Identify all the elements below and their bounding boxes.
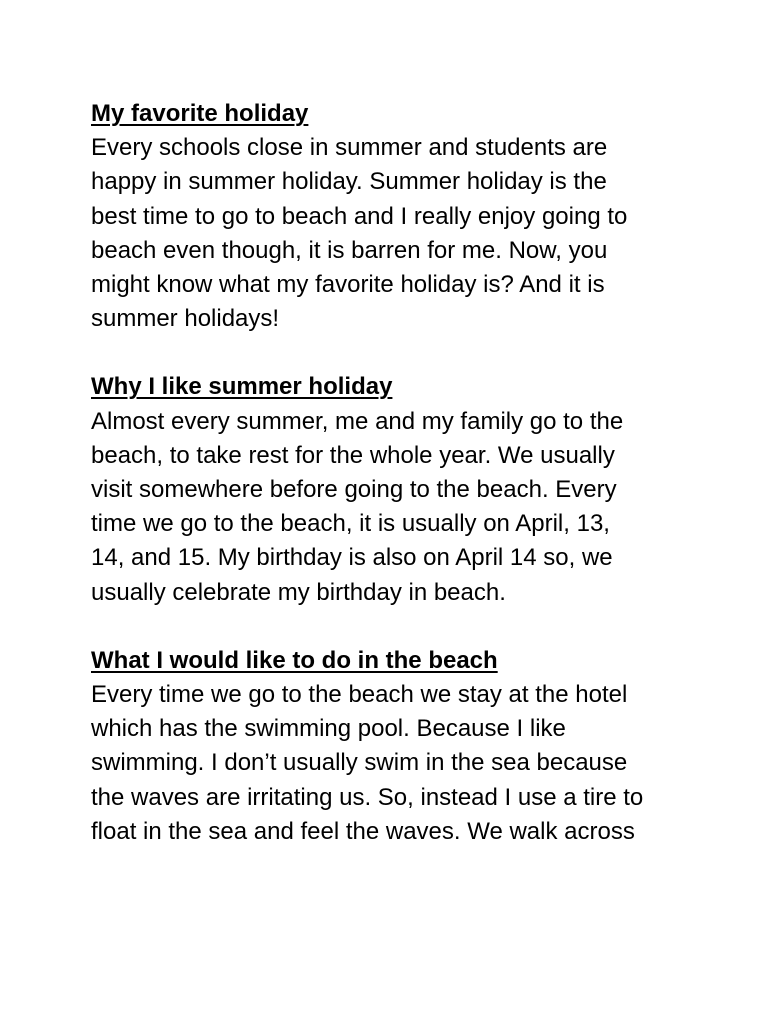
section-paragraph: Almost every summer, me and my family go to the beach, to take rest for the whole year. We usually visit somewhere before going to the beach. Every time we go to the beach, it is usually on April, 13, 14, and 15. My birthday is also on April 14 so, we usually celebrate my birthday in beach. bbox=[91, 407, 624, 606]
section-favorite-holiday bbox=[91, 97, 701, 336]
section-paragraph: Every schools close in summer and students are happy in summer holiday. Summer holiday is the best time to go to beach and I really enjoy going to beach even though, it is barren for me. Now, you might know what my favorite holiday is? And it is summer holidays! bbox=[91, 134, 628, 333]
section-heading: Why I like summer holiday bbox=[91, 373, 393, 401]
section-paragraph: Every time we go to the beach we stay at the hotel which has the swimming pool. Because I like swimming. I don’t usually swim in the sea because the waves are irritating us. So, instead I use a tire to float in the sea and feel the waves. We walk across bbox=[91, 681, 644, 845]
document-page bbox=[91, 97, 701, 883]
section-heading: My favorite holiday bbox=[91, 100, 309, 127]
section-heading: What I would like to do in the beach bbox=[91, 646, 498, 674]
section-beach-activities bbox=[91, 644, 701, 849]
section-why-like-summer bbox=[91, 370, 701, 609]
